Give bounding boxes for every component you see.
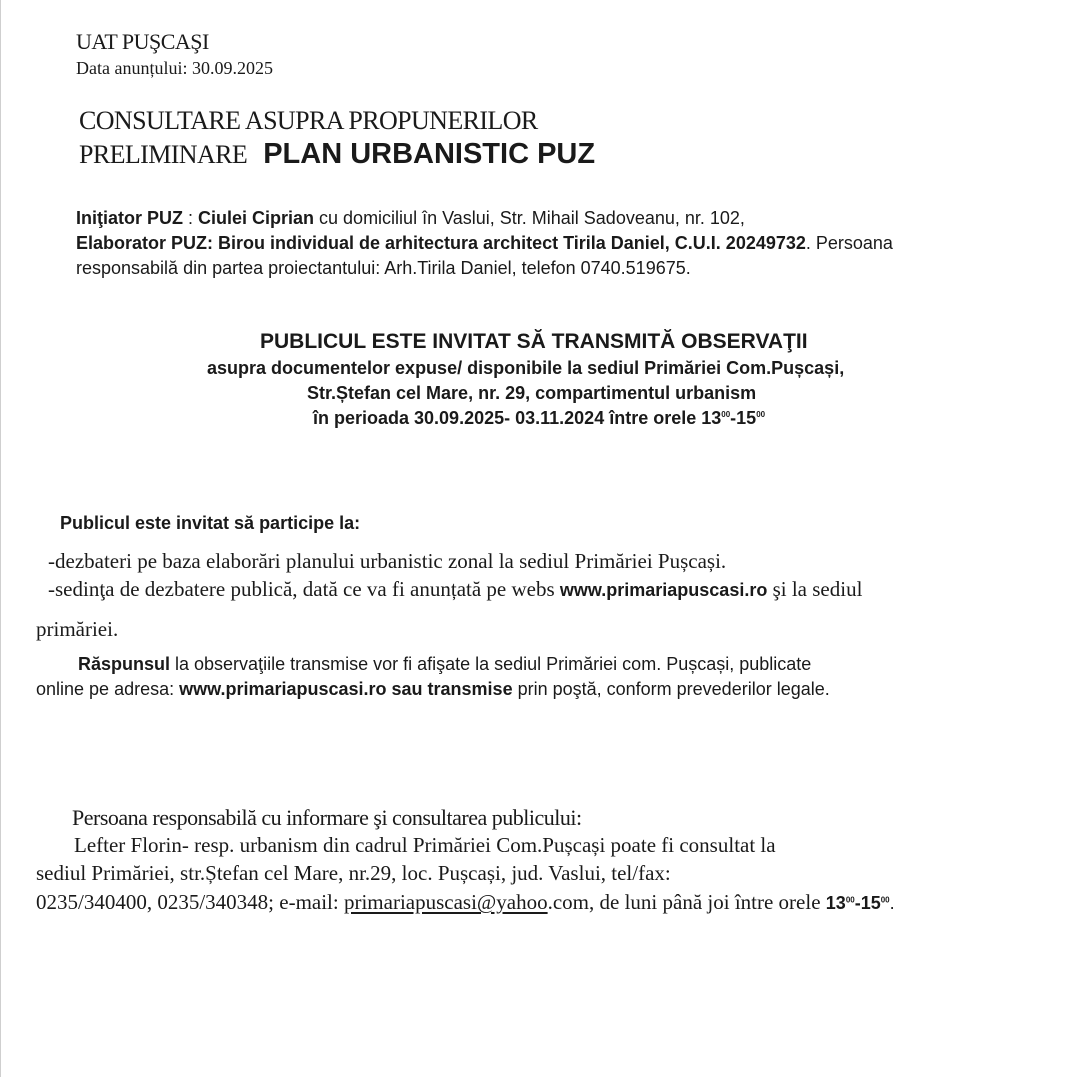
invitation-period (313, 408, 765, 429)
elaborator-responsible: responsabilă din partea proiectantului: Arh.Tirila Daniel, telefon 0740.519675. (76, 258, 691, 278)
elaborator-label: Elaborator PUZ: Birou individual de arhitectura architect Tirila Daniel, C.U.I. 20249732 (76, 233, 806, 253)
participate-item-2-text: -sedinţa de dezbatere publică, dată ce va fi anunțată pe webs (48, 577, 560, 601)
elaborator-tail: . Persoana (805, 233, 893, 253)
contact-phones: 0235/340400, 0235/340348; e-mail: (36, 890, 344, 914)
elaborator-line (76, 233, 893, 254)
initiator-name: Ciulei Ciprian (198, 208, 315, 228)
participate-item-1: -dezbateri pe baza elaborări planului urbanistic zonal la sediul Primăriei Pușcași. (48, 549, 727, 573)
contact-sup-2: 00 (880, 895, 890, 905)
invitation-line-1: asupra documentelor expuse/ disponibile la sediul Primăriei Com.Pușcași, (207, 358, 845, 378)
announcement-date: Data anunțului: 30.09.2025 (76, 58, 273, 78)
participate-item-2-tail: şi la sediul (767, 577, 863, 601)
period-sup-1: 00 (721, 410, 731, 419)
title-prefix: PRELIMINARE (79, 140, 248, 169)
page-edge (0, 0, 1, 1077)
participate-item-2 (48, 577, 862, 602)
contact-line-3 (36, 890, 895, 915)
invitation-heading: PUBLICUL ESTE INVITAT SĂ TRANSMITĂ OBSERVAŢII (260, 330, 808, 353)
period-sup-2: 00 (756, 410, 766, 419)
contact-schedule: .com, de luni până joi între orele (547, 890, 826, 914)
response-online: online pe adresa: (36, 679, 180, 699)
participate-item-2-cont: primăriei. (36, 617, 119, 641)
title-line-1: CONSULTARE ASUPRA PROPUNERILOR (79, 106, 538, 135)
participate-website[interactable]: www.primariapuscasi.ro (559, 580, 768, 600)
response-line-2 (36, 679, 830, 700)
contact-end: . (889, 893, 895, 913)
period-dash: -15 (730, 408, 757, 428)
response-mid: sau transmise (386, 679, 513, 699)
contact-line-2: sediul Primăriei, str.Ștefan cel Mare, nr.29, loc. Pușcași, jud. Vaslui, tel/fax: (36, 861, 671, 885)
initiator-sep: : (183, 208, 199, 228)
response-text: la observaţiile transmise vor fi afişate la sediul Primăriei com. Pușcași, publicate (170, 654, 812, 674)
title-bold: PLAN URBANISTIC PUZ (263, 138, 596, 170)
invitation-line-2: Str.Ștefan cel Mare, nr. 29, compartimentul urbanism (307, 383, 757, 403)
contact-email[interactable]: primariapuscasi@yahoo (343, 890, 548, 914)
contact-line-1: Lefter Florin- resp. urbanism din cadrul Primăriei Com.Pușcași poate fi consultat la (74, 833, 776, 857)
participate-heading: Publicul este invitat să participe la: (60, 513, 361, 533)
contact-dash: -15 (854, 893, 881, 913)
contact-sup-1: 00 (845, 895, 855, 905)
initiator-line (76, 208, 745, 229)
org-name: UAT PUŞCAŞI (76, 29, 209, 54)
response-line-1 (78, 654, 811, 675)
contact-hour-1: 13 (825, 893, 846, 913)
response-tail: prin poştă, conform prevederilor legale. (512, 679, 830, 699)
contact-heading: Persoana responsabilă cu informare şi consultarea publicului: (72, 805, 582, 830)
title-line-2 (79, 138, 595, 171)
response-bold: Răspunsul (78, 654, 171, 674)
initiator-label: Iniţiator PUZ (76, 208, 183, 228)
response-website[interactable]: www.primariapuscasi.ro (179, 679, 387, 699)
period-text: în perioada 30.09.2025- 03.11.2024 între orele 13 (313, 408, 722, 428)
initiator-address: cu domiciliul în Vaslui, Str. Mihail Sadoveanu, nr. 102, (314, 208, 745, 228)
